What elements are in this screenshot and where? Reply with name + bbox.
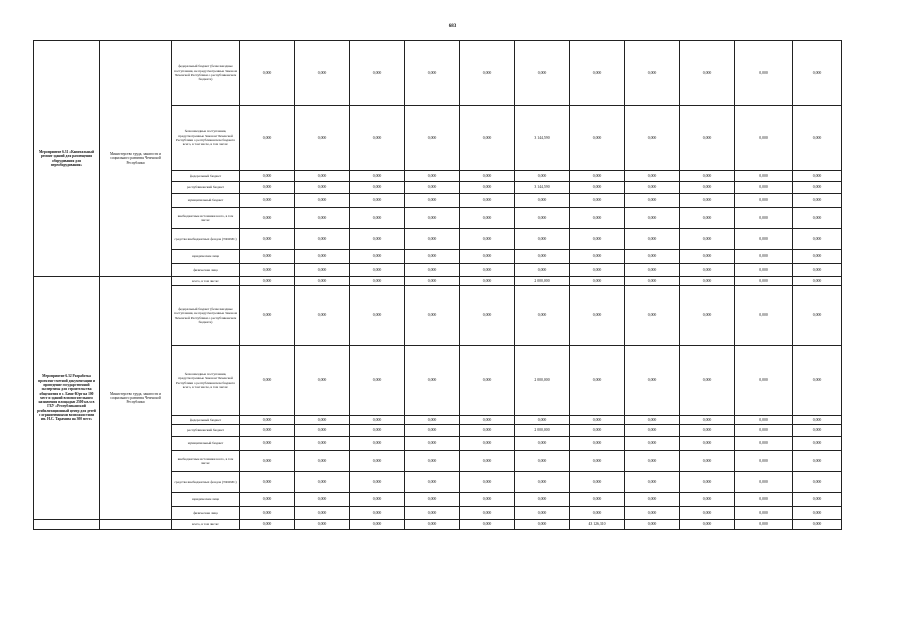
amount-cell: 0,000 — [350, 182, 405, 194]
amount-cell: 0,000 — [515, 41, 570, 106]
amount-cell: 0,000 — [405, 41, 460, 106]
amount-cell: 0,000 — [240, 106, 295, 171]
amount-cell: 0,000 — [515, 250, 570, 264]
amount-cell: 0,000 — [625, 451, 680, 472]
amount-cell: 0,000 — [350, 520, 405, 530]
amount-cell: 0,000 — [570, 425, 625, 437]
amount-cell: 0,000 — [793, 250, 842, 264]
amount-cell: 0,000 — [735, 171, 793, 182]
funding-source: безвозмездные поступления, предусмотренные Законом Чеченской Республики о республиканском бюджете всего, в том числе, в том числе: — [172, 346, 240, 416]
amount-cell: 0,000 — [350, 277, 405, 286]
amount-cell: 43 126,310 — [570, 520, 625, 530]
amount-cell: 0,000 — [570, 208, 625, 229]
amount-cell: 0,000 — [240, 493, 295, 507]
funding-source: юридические лица — [172, 250, 240, 264]
amount-cell: 0,000 — [625, 106, 680, 171]
amount-cell: 2 000,000 — [515, 277, 570, 286]
amount-cell: 0,000 — [515, 264, 570, 277]
amount-cell: 0,000 — [680, 286, 735, 346]
amount-cell: 0,000 — [793, 277, 842, 286]
amount-cell: 0,000 — [680, 277, 735, 286]
funding-source: физические лица — [172, 507, 240, 520]
amount-cell: 0,000 — [625, 416, 680, 425]
amount-cell: 0,000 — [625, 41, 680, 106]
amount-cell: 0,000 — [295, 208, 350, 229]
amount-cell: 0,000 — [460, 346, 515, 416]
amount-cell: 0,000 — [680, 472, 735, 493]
amount-cell: 0,000 — [295, 277, 350, 286]
amount-cell: 0,000 — [405, 437, 460, 451]
amount-cell: 0,000 — [405, 346, 460, 416]
amount-cell: 0,000 — [405, 520, 460, 530]
amount-cell: 0,000 — [735, 416, 793, 425]
amount-cell: 0,000 — [405, 182, 460, 194]
amount-cell: 0,000 — [240, 346, 295, 416]
amount-cell: 0,000 — [680, 250, 735, 264]
funding-source: всего, в том числе: — [172, 520, 240, 530]
amount-cell: 0,000 — [240, 520, 295, 530]
amount-cell: 0,000 — [350, 229, 405, 250]
amount-cell: 0,000 — [680, 182, 735, 194]
amount-cell: 0,000 — [240, 416, 295, 425]
amount-cell: 0,000 — [680, 264, 735, 277]
amount-cell: 0,000 — [350, 346, 405, 416]
amount-cell: 0,000 — [350, 493, 405, 507]
amount-cell: 0,000 — [735, 437, 793, 451]
amount-cell: 0,000 — [350, 416, 405, 425]
amount-cell: 0,000 — [350, 264, 405, 277]
amount-cell: 0,000 — [570, 437, 625, 451]
amount-cell: 0,000 — [515, 416, 570, 425]
amount-cell: 0,000 — [680, 194, 735, 208]
amount-cell: 0,000 — [625, 507, 680, 520]
amount-cell: 0,000 — [793, 451, 842, 472]
amount-cell: 0,000 — [460, 507, 515, 520]
amount-cell: 0,000 — [350, 437, 405, 451]
amount-cell: 0,000 — [570, 171, 625, 182]
amount-cell: 0,000 — [515, 437, 570, 451]
amount-cell: 0,000 — [735, 229, 793, 250]
amount-cell: 0,000 — [793, 493, 842, 507]
amount-cell: 0,000 — [570, 264, 625, 277]
amount-cell: 0,000 — [515, 493, 570, 507]
amount-cell: 0,000 — [405, 493, 460, 507]
amount-cell: 0,000 — [515, 171, 570, 182]
amount-cell: 0,000 — [350, 106, 405, 171]
funding-source: федеральный бюджет (безвозмездные поступления, не предусмотренные Законом Чеченской Республики о республиканском бюджете) — [172, 41, 240, 106]
amount-cell: 0,000 — [570, 277, 625, 286]
amount-cell: 0,000 — [460, 264, 515, 277]
amount-cell: 3 144,590 — [515, 182, 570, 194]
amount-cell: 0,000 — [460, 171, 515, 182]
amount-cell: 0,000 — [460, 106, 515, 171]
amount-cell: 0,000 — [405, 425, 460, 437]
amount-cell: 0,000 — [570, 451, 625, 472]
amount-cell: 0,000 — [680, 208, 735, 229]
amount-cell: 0,000 — [295, 425, 350, 437]
amount-cell: 0,000 — [735, 286, 793, 346]
amount-cell: 0,000 — [515, 520, 570, 530]
amount-cell: 0,000 — [793, 208, 842, 229]
funding-source: юридические лица — [172, 493, 240, 507]
amount-cell: 0,000 — [680, 229, 735, 250]
page-number: 683 — [448, 24, 457, 29]
amount-cell: 0,000 — [570, 182, 625, 194]
amount-cell: 0,000 — [515, 194, 570, 208]
amount-cell: 0,000 — [405, 451, 460, 472]
amount-cell: 0,000 — [240, 250, 295, 264]
funding-source: внебюджетные источники всего, в том числе: — [172, 451, 240, 472]
amount-cell: 0,000 — [680, 451, 735, 472]
amount-cell: 0,000 — [793, 229, 842, 250]
amount-cell: 0,000 — [405, 264, 460, 277]
amount-cell: 0,000 — [735, 250, 793, 264]
amount-cell: 0,000 — [350, 507, 405, 520]
amount-cell: 0,000 — [460, 451, 515, 472]
amount-cell: 0,000 — [295, 171, 350, 182]
amount-cell: 0,000 — [570, 493, 625, 507]
amount-cell: 0,000 — [680, 437, 735, 451]
funding-source: республиканский бюджет — [172, 425, 240, 437]
funding-source: муниципальный бюджет — [172, 437, 240, 451]
amount-cell: 0,000 — [625, 194, 680, 208]
amount-cell: 0,000 — [240, 41, 295, 106]
amount-cell: 0,000 — [570, 41, 625, 106]
amount-cell: 0,000 — [405, 507, 460, 520]
amount-cell: 0,000 — [570, 106, 625, 171]
amount-cell: 0,000 — [735, 182, 793, 194]
amount-cell: 0,000 — [240, 277, 295, 286]
amount-cell: 0,000 — [460, 277, 515, 286]
amount-cell: 0,000 — [405, 106, 460, 171]
amount-cell: 0,000 — [793, 425, 842, 437]
amount-cell: 0,000 — [625, 286, 680, 346]
amount-cell: 0,000 — [295, 229, 350, 250]
amount-cell: 0,000 — [735, 493, 793, 507]
amount-cell: 0,000 — [570, 507, 625, 520]
amount-cell: 0,000 — [350, 451, 405, 472]
funding-source: республиканский бюджет — [172, 182, 240, 194]
amount-cell: 0,000 — [405, 286, 460, 346]
amount-cell: 0,000 — [735, 208, 793, 229]
amount-cell: 0,000 — [460, 229, 515, 250]
amount-cell: 0,000 — [240, 425, 295, 437]
amount-cell: 0,000 — [735, 472, 793, 493]
amount-cell: 0,000 — [240, 264, 295, 277]
amount-cell: 0,000 — [295, 106, 350, 171]
amount-cell: 0,000 — [625, 208, 680, 229]
amount-cell: 0,000 — [240, 472, 295, 493]
amount-cell: 0,000 — [735, 264, 793, 277]
amount-cell: 0,000 — [625, 229, 680, 250]
measure-name — [34, 520, 100, 530]
amount-cell: 0,000 — [625, 182, 680, 194]
amount-cell: 0,000 — [680, 425, 735, 437]
amount-cell: 0,000 — [515, 472, 570, 493]
amount-cell: 0,000 — [295, 346, 350, 416]
amount-cell: 0,000 — [793, 437, 842, 451]
amount-cell: 0,000 — [793, 286, 842, 346]
amount-cell: 0,000 — [350, 425, 405, 437]
amount-cell: 0,000 — [515, 507, 570, 520]
amount-cell: 0,000 — [350, 208, 405, 229]
amount-cell: 0,000 — [295, 507, 350, 520]
amount-cell: 0,000 — [240, 208, 295, 229]
amount-cell: 0,000 — [570, 194, 625, 208]
amount-cell: 0,000 — [405, 208, 460, 229]
amount-cell: 0,000 — [460, 208, 515, 229]
amount-cell: 0,000 — [735, 277, 793, 286]
amount-cell: 0,000 — [735, 106, 793, 171]
funding-source: безвозмездные поступления, предусмотренные Законом Чеченской Республики о республиканском бюджете всего, в том числе, в том числе: — [172, 106, 240, 171]
amount-cell: 0,000 — [240, 507, 295, 520]
executor-name — [100, 520, 172, 530]
amount-cell: 0,000 — [625, 264, 680, 277]
executor-name: Министерство труда, занятости и социального развития Чеченской Республики — [100, 277, 172, 520]
amount-cell: 0,000 — [793, 346, 842, 416]
amount-cell: 0,000 — [735, 346, 793, 416]
amount-cell: 0,000 — [625, 437, 680, 451]
amount-cell: 0,000 — [570, 250, 625, 264]
amount-cell: 0,000 — [515, 451, 570, 472]
table-row — [34, 520, 842, 530]
amount-cell: 0,000 — [793, 507, 842, 520]
amount-cell: 0,000 — [460, 425, 515, 437]
amount-cell: 0,000 — [295, 520, 350, 530]
amount-cell: 0,000 — [240, 437, 295, 451]
amount-cell: 0,000 — [735, 451, 793, 472]
amount-cell: 0,000 — [793, 472, 842, 493]
amount-cell: 0,000 — [460, 437, 515, 451]
amount-cell: 0,000 — [735, 194, 793, 208]
amount-cell: 0,000 — [570, 472, 625, 493]
funding-source: федеральный бюджет — [172, 416, 240, 425]
amount-cell: 0,000 — [240, 171, 295, 182]
amount-cell: 0,000 — [735, 425, 793, 437]
amount-cell: 0,000 — [295, 182, 350, 194]
table-row — [34, 277, 842, 286]
amount-cell: 0,000 — [680, 520, 735, 530]
amount-cell: 0,000 — [735, 507, 793, 520]
amount-cell: 0,000 — [405, 171, 460, 182]
amount-cell: 0,000 — [680, 171, 735, 182]
amount-cell: 0,000 — [295, 286, 350, 346]
amount-cell: 0,000 — [295, 451, 350, 472]
funding-source: физические лица — [172, 264, 240, 277]
amount-cell: 0,000 — [515, 208, 570, 229]
amount-cell: 3 144,590 — [515, 106, 570, 171]
amount-cell: 0,000 — [405, 277, 460, 286]
amount-cell: 2 000,000 — [515, 346, 570, 416]
amount-cell: 0,000 — [625, 250, 680, 264]
amount-cell: 0,000 — [735, 520, 793, 530]
amount-cell: 0,000 — [350, 171, 405, 182]
amount-cell: 0,000 — [350, 41, 405, 106]
amount-cell: 0,000 — [460, 182, 515, 194]
amount-cell: 0,000 — [295, 250, 350, 264]
amount-cell: 0,000 — [570, 229, 625, 250]
amount-cell: 2 000,000 — [515, 425, 570, 437]
amount-cell: 0,000 — [295, 194, 350, 208]
amount-cell: 0,000 — [793, 106, 842, 171]
amount-cell: 0,000 — [680, 106, 735, 171]
amount-cell: 0,000 — [295, 493, 350, 507]
amount-cell: 0,000 — [625, 425, 680, 437]
amount-cell: 0,000 — [240, 182, 295, 194]
amount-cell: 0,000 — [625, 171, 680, 182]
funding-source: федеральный бюджет (безвозмездные поступления, не предусмотренные Законом Чеченской Республики о республиканском бюджете) — [172, 286, 240, 346]
amount-cell: 0,000 — [240, 194, 295, 208]
amount-cell: 0,000 — [515, 286, 570, 346]
amount-cell: 0,000 — [793, 41, 842, 106]
amount-cell: 0,000 — [570, 286, 625, 346]
amount-cell: 0,000 — [793, 264, 842, 277]
funding-source: средства внебюджетных фондов (ТФОМС) — [172, 229, 240, 250]
amount-cell: 0,000 — [460, 286, 515, 346]
amount-cell: 0,000 — [405, 472, 460, 493]
amount-cell: 0,000 — [625, 472, 680, 493]
amount-cell: 0,000 — [460, 493, 515, 507]
amount-cell: 0,000 — [350, 286, 405, 346]
amount-cell: 0,000 — [793, 194, 842, 208]
executor-name: Министерство труда, занятости и социального развития Чеченской Республики — [100, 41, 172, 277]
amount-cell: 0,000 — [735, 41, 793, 106]
funding-source: средства внебюджетных фондов (ТФОМС) — [172, 472, 240, 493]
amount-cell: 0,000 — [240, 451, 295, 472]
amount-cell: 0,000 — [680, 507, 735, 520]
amount-cell: 0,000 — [405, 194, 460, 208]
amount-cell: 0,000 — [240, 229, 295, 250]
amount-cell: 0,000 — [240, 286, 295, 346]
funding-source: внебюджетные источники всего, в том числе: — [172, 208, 240, 229]
amount-cell: 0,000 — [460, 472, 515, 493]
measure-name: Мероприятие 6.31 «Капитальный ремонт зданий для размещения оборудования для переоборудования» — [34, 41, 100, 277]
amount-cell: 0,000 — [680, 493, 735, 507]
amount-cell: 0,000 — [405, 229, 460, 250]
amount-cell: 0,000 — [680, 41, 735, 106]
amount-cell: 0,000 — [295, 41, 350, 106]
amount-cell: 0,000 — [515, 229, 570, 250]
amount-cell: 0,000 — [625, 277, 680, 286]
amount-cell: 0,000 — [460, 416, 515, 425]
funding-source: всего, в том числе: — [172, 277, 240, 286]
amount-cell: 0,000 — [350, 250, 405, 264]
funding-source: муниципальный бюджет — [172, 194, 240, 208]
amount-cell: 0,000 — [405, 416, 460, 425]
amount-cell: 0,000 — [625, 493, 680, 507]
amount-cell: 0,000 — [350, 194, 405, 208]
amount-cell: 0,000 — [793, 520, 842, 530]
amount-cell: 0,000 — [460, 41, 515, 106]
amount-cell: 0,000 — [295, 472, 350, 493]
amount-cell: 0,000 — [570, 346, 625, 416]
budget-table — [33, 40, 842, 530]
funding-source: федеральный бюджет — [172, 171, 240, 182]
amount-cell: 0,000 — [350, 472, 405, 493]
table-row — [34, 41, 842, 106]
amount-cell: 0,000 — [625, 346, 680, 416]
amount-cell: 0,000 — [295, 264, 350, 277]
amount-cell: 0,000 — [680, 346, 735, 416]
amount-cell: 0,000 — [793, 416, 842, 425]
measure-name: Мероприятие 6.32 Разработка проектно-сметной документации и проведение государственной экспертизы для строительства общежития в с. Бачи-Юрт на 100 мест и зданий вспомогательного назначения площадью 2500 кв.м в ГБУ «Республиканский реабилитационный центр для детей с ограниченными возможностями им. Н.С. Тарамова на 300 мест» — [34, 277, 100, 520]
amount-cell: 0,000 — [570, 416, 625, 425]
amount-cell: 0,000 — [793, 182, 842, 194]
amount-cell: 0,000 — [295, 437, 350, 451]
amount-cell: 0,000 — [405, 250, 460, 264]
amount-cell: 0,000 — [460, 194, 515, 208]
amount-cell: 0,000 — [295, 416, 350, 425]
amount-cell: 0,000 — [680, 416, 735, 425]
amount-cell: 0,000 — [460, 520, 515, 530]
amount-cell: 0,000 — [793, 171, 842, 182]
amount-cell: 0,000 — [625, 520, 680, 530]
amount-cell: 0,000 — [460, 250, 515, 264]
